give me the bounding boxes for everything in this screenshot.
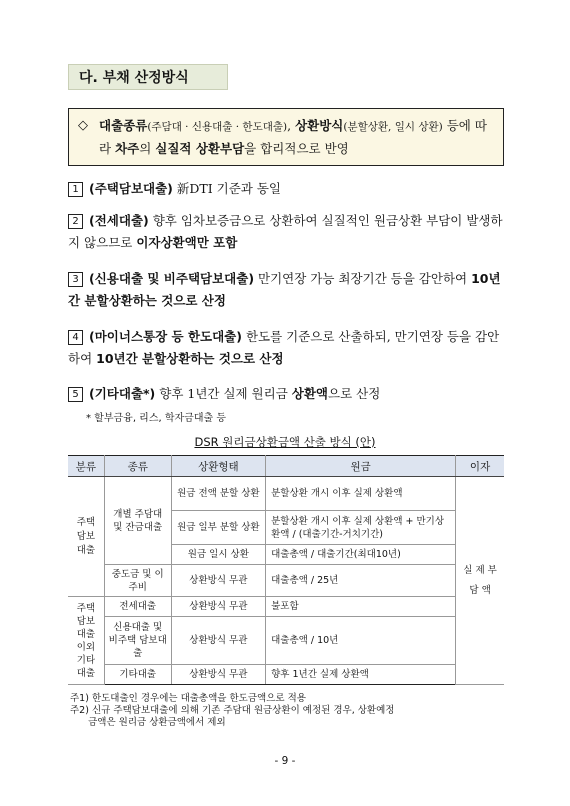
diamond-bullet-icon: ◇ — [78, 118, 88, 133]
header-type: 종류 — [104, 456, 171, 477]
type-individual: 개별 주담대 및 잔금대출 — [104, 477, 171, 565]
page-number: - 9 - — [274, 755, 296, 767]
note-2-cont: 금액은 원리금 상환금액에서 제외 — [70, 717, 226, 728]
summary-loan-type-detail: (주담대 · 신용대출 · 한도대출) — [147, 121, 288, 133]
table-row: 신용대출 및 비주택 담보대출 상환방식 무관 대출총액 / 10년 — [68, 617, 504, 665]
note-2: 주2) 신규 주택담보대출에 의해 기존 주담대 원금상환이 예정된 경우, 상환예정 — [70, 705, 395, 716]
table-title: DSR 원리금상환금액 산출 방식 (안) — [194, 435, 376, 449]
item-3: 3 (신용대출 및 비주택담보대출) 만기연장 가능 최장기간 등을 감안하여 10년간 분할상환하는 것으로 산정 — [68, 271, 501, 308]
item-1: 1 (주택담보대출) 新DTI 기준과 동일 — [68, 178, 508, 200]
table-row: 기타대출 상환방식 무관 향후 1년간 실제 상환액 — [68, 665, 504, 685]
group-mortgage: 주택 담보 대출 — [68, 477, 104, 597]
table-row: 주택 담보 대출 개별 주담대 및 잔금대출 원금 전액 분할 상환 분할상환 개시 이후 실제 상환액 실 제 부 담 액 — [68, 477, 504, 511]
item-number: 4 — [68, 330, 83, 345]
summary-loan-type: 대출종류 — [99, 118, 148, 133]
table-row: 주택 담보 대출 이외 기타 대출 전세대출 상환방식 무관 불포함 — [68, 597, 504, 617]
header-interest: 이자 — [456, 456, 504, 477]
dsr-table — [68, 455, 504, 685]
header-category: 분류 — [68, 456, 104, 477]
header-form: 상환형태 — [171, 456, 266, 477]
table-row: 원금 일시 상환 대출총액 / 대출기간(최대10년) — [68, 545, 504, 565]
table-row: 중도금 및 이주비 상환방식 무관 대출총액 / 25년 — [68, 565, 504, 597]
table-header-row — [68, 456, 504, 477]
table-row: 원금 일부 분할 상환 분할상환 개시 이후 실제 상환액 + 만기상환액 / (대출기간-거치기간) — [68, 511, 504, 545]
table-notes — [70, 693, 394, 729]
item-footnote: * 할부금융, 리스, 학자금대출 등 — [86, 413, 226, 424]
item-number: 5 — [68, 387, 83, 402]
header-principal: 원금 — [266, 456, 456, 477]
group-other: 주택 담보 대출 이외 기타 대출 — [68, 597, 104, 685]
item-2: 2 (전세대출) 향후 임차보증금으로 상환하여 실질적인 원금상환 부담이 발생하지 않으므로 이자상환액만 포함 — [68, 213, 503, 250]
summary-repayment: 상환방식 — [295, 118, 344, 133]
interest-cell: 실 제 부 담 액 — [456, 477, 504, 685]
summary-box: ◇ 대출종류(주담대 · 신용대출 · 한도대출), 상환방식(분할상환, 일시 상환) 등에 따라 차주의 실질적 상환부담을 합리적으로 반영 — [68, 108, 504, 166]
section-title: 다. 부채 산정방식 — [68, 64, 228, 90]
item-5: 5 (기타대출*) 향후 1년간 실제 원리금 상환액으로 산정 — [68, 383, 508, 405]
item-number: 3 — [68, 272, 83, 287]
item-number: 2 — [68, 214, 83, 229]
note-1: 주1) 한도대출인 경우에는 대출총액을 한도금액으로 적용 — [70, 693, 306, 704]
item-number: 1 — [68, 182, 83, 197]
item-4: 4 (마이너스통장 등 한도대출) 한도를 기준으로 산출하되, 만기연장 등을 감안하여 10년간 분할상환하는 것으로 산정 — [68, 329, 500, 366]
summary-repayment-detail: (분할상환, 일시 상환) — [343, 121, 443, 133]
